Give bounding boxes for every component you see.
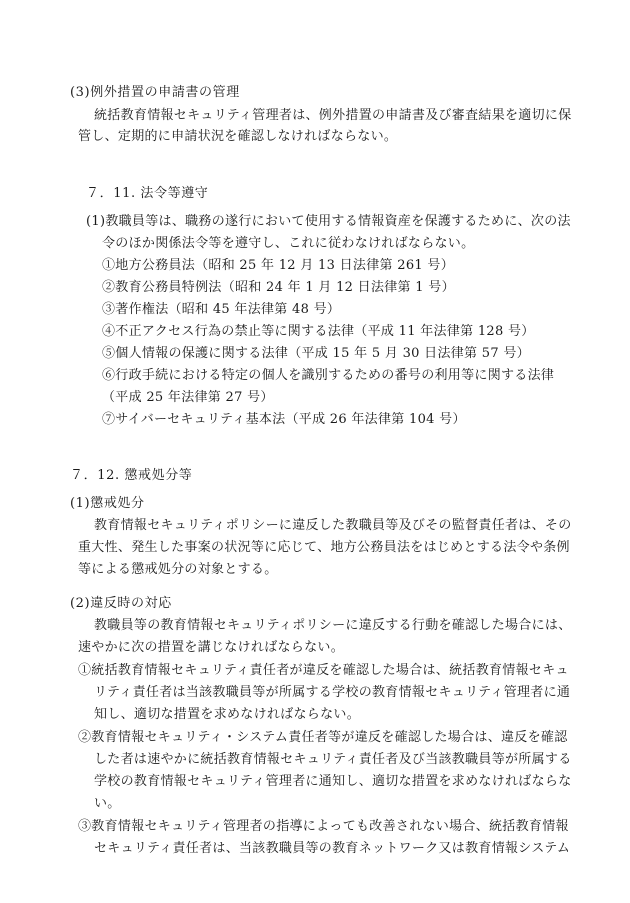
subsection-heading-disciplinary: (1)懲戒処分 [70, 496, 145, 511]
response-item-continued: い。 [94, 796, 121, 811]
response-item: ①統括教育情報セキュリティ責任者が違反を確認した場合は、統括教育情報セキュ [78, 663, 569, 678]
paragraph-line: 等による懲戒処分の対象とする。 [78, 562, 278, 577]
law-list-item: （平成 25 年法律第 27 号） [102, 390, 274, 405]
paragraph-line: 教育情報セキュリティポリシーに違反した教職員等及びその監督責任者は、その [94, 518, 572, 533]
response-item-continued: リティ責任者は当該教職員等が所属する学校の教育情報セキュリティ管理者に通 [94, 685, 571, 700]
section-heading-legal-compliance: ７．11. 法令等遵守 [86, 186, 209, 201]
paragraph-line: 重大性、発生した事案の状況等に応じて、地方公務員法をはじめとする法令や条例 [78, 540, 570, 555]
response-item: ③教育情報セキュリティ管理者の指導によっても改善されない場合、統括教育情報 [78, 819, 569, 834]
paragraph-line: (1)教職員等は、職務の遂行において使用する情報資産を保護するために、次の法 [86, 214, 571, 229]
law-list-item: ②教育公務員特例法（昭和 24 年 1 月 12 日法律第 1 号） [102, 280, 455, 295]
section-heading-disciplinary-action: ７．12. 懲戒処分等 [70, 468, 193, 483]
response-item-continued: 知し、適切な措置を求めなければならない。 [94, 707, 361, 722]
law-list-item: ①地方公務員法（昭和 25 年 12 月 13 日法律第 261 号） [102, 258, 454, 273]
response-item: ②教育情報セキュリティ・システム責任者等が違反を確認した場合は、違反を確認 [78, 730, 568, 745]
law-list-item: ④不正アクセス行為の禁止等に関する法律（平成 11 年法律第 128 号） [102, 324, 535, 339]
response-item-continued: 学校の教育情報セキュリティ管理者に通知し、適切な措置を求めなければならな [94, 774, 572, 789]
section-heading-exception-records: (3)例外措置の申請書の管理 [70, 85, 240, 100]
paragraph-line: 速やかに次の措置を講じなければならない。 [78, 640, 345, 655]
law-list-item: ⑤個人情報の保護に関する法律（平成 15 年 5 月 30 日法律第 57 号） [102, 346, 530, 361]
response-item-continued: セキュリティ責任者は、当該教職員等の教育ネットワーク又は教育情報システム [94, 841, 571, 856]
law-list-item: ③著作権法（昭和 45 年法律第 48 号） [102, 302, 341, 317]
law-list-item: ⑦サイバーセキュリティ基本法（平成 26 年法律第 104 号） [102, 412, 466, 427]
subsection-heading-violation-response: (2)違反時の対応 [70, 596, 172, 611]
response-item-continued: した者は速やかに統括教育情報セキュリティ責任者及び当該教職員等が所属する [94, 752, 572, 767]
paragraph-line: 教職員等の教育情報セキュリティポリシーに違反する行動を確認した場合には、 [94, 618, 572, 633]
paragraph-line: 管し、定期的に申請状況を確認しなければならない。 [78, 129, 398, 144]
paragraph-line: 令のほか関係法令等を遵守し、これに従わなければならない。 [102, 236, 475, 251]
paragraph-line: 統括教育情報セキュリティ管理者は、例外措置の申請書及び審査結果を適切に保 [94, 108, 572, 123]
law-list-item: ⑥行政手続における特定の個人を識別するための番号の利用等に関する法律 [102, 368, 555, 383]
